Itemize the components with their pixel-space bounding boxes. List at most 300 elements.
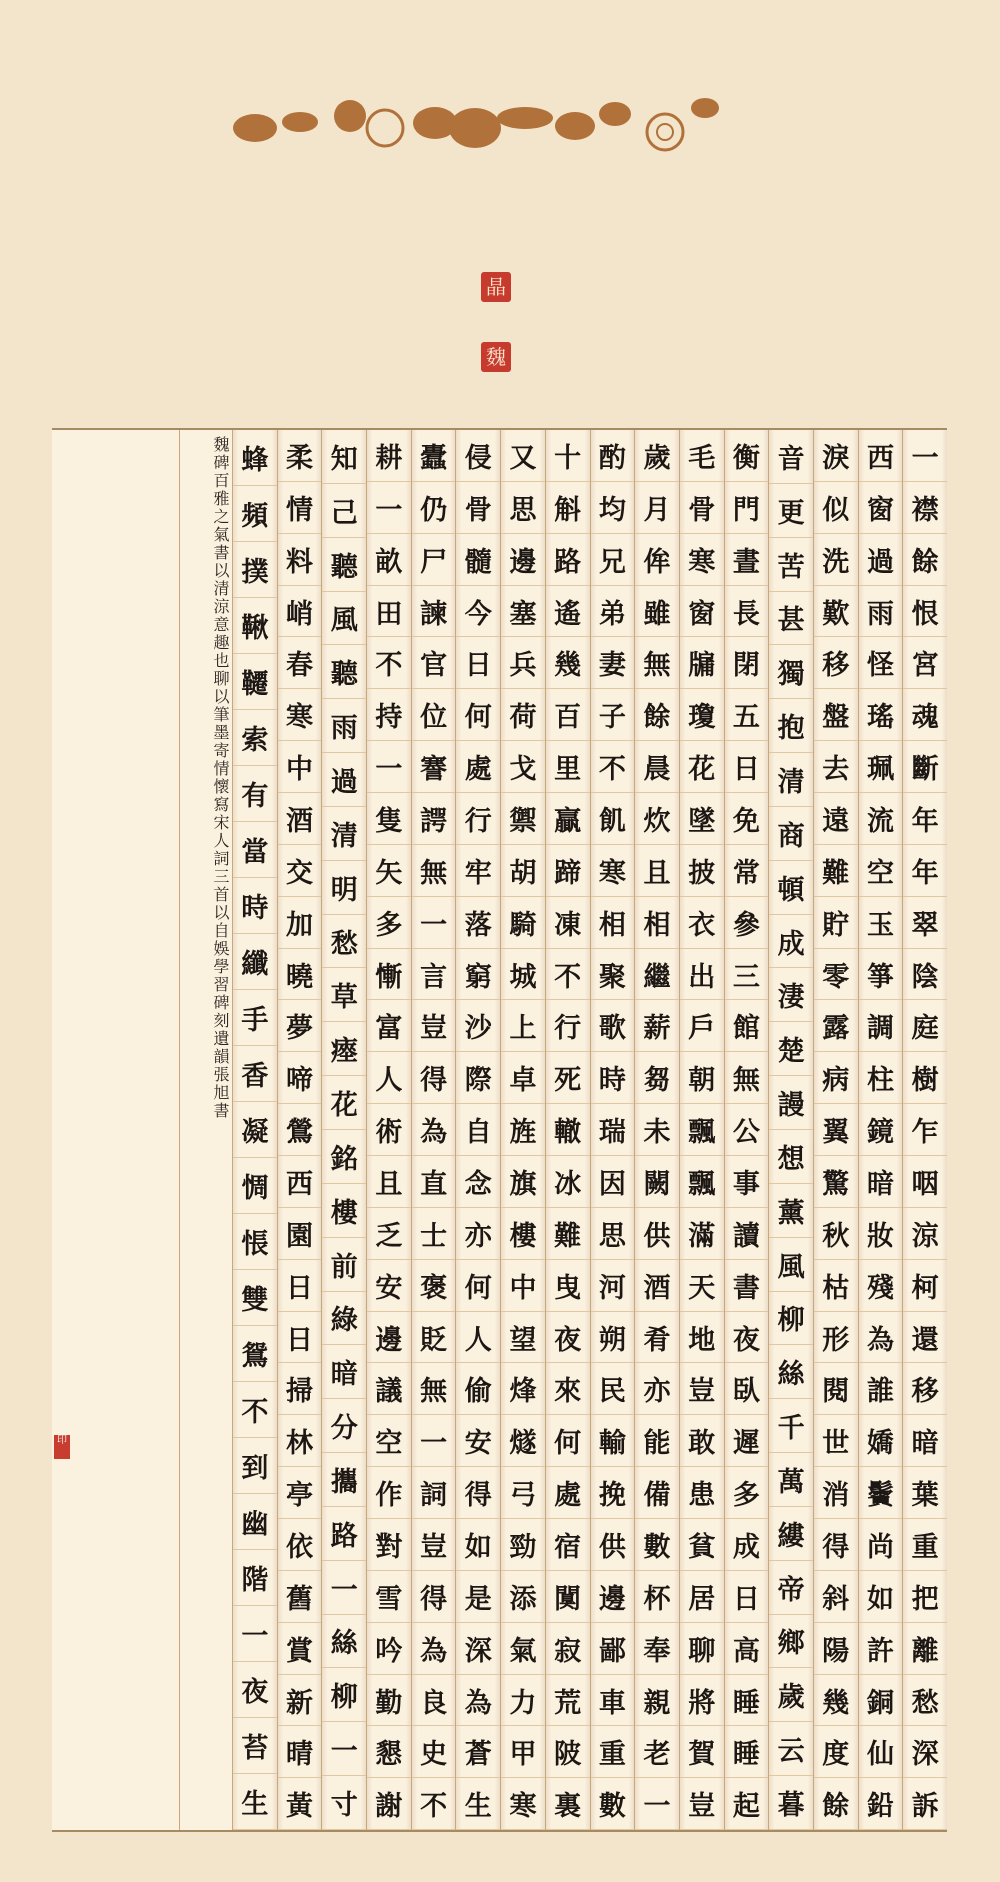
character-cell: 寒 (680, 534, 724, 586)
character-cell: 畝 (367, 534, 411, 586)
character-cell: 日 (725, 1571, 769, 1623)
character-cell: 良 (412, 1675, 456, 1727)
character-cell: 謇 (412, 741, 456, 793)
ornamental-relief-banner (225, 88, 735, 178)
character-cell: 尸 (412, 534, 456, 586)
character-cell: 苦 (769, 538, 813, 592)
character-cell: 不 (367, 637, 411, 689)
character-cell: 草 (322, 968, 366, 1022)
character-cell: 胡 (501, 845, 545, 897)
character-cell: 加 (278, 897, 322, 949)
character-cell: 邊 (591, 1571, 635, 1623)
character-cell: 患 (680, 1467, 724, 1519)
character-cell: 雪 (367, 1571, 411, 1623)
character-cell: 知 (322, 430, 366, 484)
character-cell: 黃 (278, 1778, 322, 1830)
character-cell: 行 (546, 1000, 590, 1052)
character-cell: 亦 (456, 1208, 500, 1260)
character-cell: 荒 (546, 1675, 590, 1727)
character-cell: 雨 (859, 586, 903, 638)
character-cell: 枯 (814, 1260, 858, 1312)
character-cell: 聽 (322, 538, 366, 592)
character-cell: 翠 (903, 897, 947, 949)
character-cell: 戶 (680, 1000, 724, 1052)
character-cell: 肴 (635, 1312, 679, 1364)
artist-inscription: 魏碑百雅之氣書以清涼意趣也聊以筆墨寄情懷寫宋人詞三首以自娛學習碑刻遺韻張旭書 (179, 430, 232, 1830)
character-cell: 日 (278, 1312, 322, 1364)
character-cell: 芻 (635, 1052, 679, 1104)
character-cell: 贏 (546, 793, 590, 845)
character-cell: 難 (546, 1208, 590, 1260)
character-cell: 生 (456, 1778, 500, 1830)
character-cell: 衣 (680, 897, 724, 949)
character-cell: 生 (233, 1774, 277, 1830)
character-cell: 鞦 (233, 598, 277, 654)
character-cell: 當 (233, 822, 277, 878)
character-cell: 念 (456, 1156, 500, 1208)
character-cell: 絲 (769, 1345, 813, 1399)
character-cell: 天 (680, 1260, 724, 1312)
character-cell: 窮 (456, 949, 500, 1001)
character-cell: 朔 (591, 1312, 635, 1364)
poem-column (634, 430, 679, 1830)
character-cell: 移 (814, 637, 858, 689)
character-cell: 處 (456, 741, 500, 793)
character-cell: 卓 (501, 1052, 545, 1104)
character-cell: 過 (322, 753, 366, 807)
character-cell: 千 (769, 1399, 813, 1453)
character-cell: 暗 (859, 1156, 903, 1208)
character-cell: 得 (814, 1519, 858, 1571)
poem-column (858, 430, 903, 1830)
character-cell: 燧 (501, 1415, 545, 1467)
character-cell: 重 (903, 1519, 947, 1571)
character-cell: 長 (725, 586, 769, 638)
character-cell: 斛 (546, 482, 590, 534)
character-cell: 將 (680, 1675, 724, 1727)
character-cell: 鏡 (859, 1104, 903, 1156)
character-cell: 沙 (456, 1000, 500, 1052)
character-cell: 分 (322, 1399, 366, 1453)
character-cell: 夜 (233, 1662, 277, 1718)
character-cell: 寒 (501, 1778, 545, 1830)
character-cell: 情 (278, 482, 322, 534)
character-cell: 偷 (456, 1363, 500, 1415)
character-cell: 蹄 (546, 845, 590, 897)
character-cell: 一 (412, 897, 456, 949)
character-cell: 銘 (322, 1130, 366, 1184)
character-cell: 餘 (903, 534, 947, 586)
character-cell: 難 (814, 845, 858, 897)
character-cell: 因 (591, 1156, 635, 1208)
character-cell: 寒 (591, 845, 635, 897)
character-cell: 公 (725, 1104, 769, 1156)
character-cell: 中 (278, 741, 322, 793)
character-cell: 夜 (725, 1312, 769, 1364)
character-cell: 交 (278, 845, 322, 897)
character-cell: 消 (814, 1467, 858, 1519)
character-cell: 翼 (814, 1104, 858, 1156)
character-cell: 轍 (546, 1104, 590, 1156)
character-cell: 備 (635, 1467, 679, 1519)
character-cell: 地 (680, 1312, 724, 1364)
character-cell: 離 (903, 1623, 947, 1675)
character-cell: 居 (680, 1571, 724, 1623)
character-cell: 門 (725, 482, 769, 534)
character-cell: 嬌 (859, 1415, 903, 1467)
character-cell: 歲 (769, 1668, 813, 1722)
character-cell: 鴛 (233, 1326, 277, 1382)
character-cell: 寂 (546, 1623, 590, 1675)
character-cell: 洗 (814, 534, 858, 586)
character-cell: 成 (725, 1519, 769, 1571)
character-cell: 賞 (278, 1623, 322, 1675)
character-cell: 聚 (591, 949, 635, 1001)
character-cell: 民 (591, 1363, 635, 1415)
character-cell: 秋 (814, 1208, 858, 1260)
character-cell: 夢 (278, 1000, 322, 1052)
character-cell: 毛 (680, 430, 724, 482)
character-cell: 宮 (903, 637, 947, 689)
character-cell: 仙 (859, 1726, 903, 1778)
character-cell: 西 (859, 430, 903, 482)
character-cell: 園 (278, 1208, 322, 1260)
character-cell: 諤 (412, 793, 456, 845)
poem-column (768, 430, 813, 1830)
character-cell: 一 (233, 1606, 277, 1662)
character-cell: 閉 (725, 637, 769, 689)
character-cell: 飄 (680, 1104, 724, 1156)
character-cell: 酌 (591, 430, 635, 482)
character-cell: 中 (501, 1260, 545, 1312)
character-cell: 老 (635, 1726, 679, 1778)
character-cell: 萬 (769, 1453, 813, 1507)
character-cell: 為 (859, 1312, 903, 1364)
character-cell: 深 (456, 1623, 500, 1675)
character-cell: 行 (456, 793, 500, 845)
character-cell: 一 (322, 1561, 366, 1615)
character-cell: 尚 (859, 1519, 903, 1571)
character-cell: 弓 (501, 1467, 545, 1519)
character-cell: 三 (725, 949, 769, 1001)
character-cell: 雖 (635, 586, 679, 638)
character-cell: 悵 (233, 1214, 277, 1270)
character-cell: 邊 (367, 1312, 411, 1364)
character-cell: 蒼 (456, 1726, 500, 1778)
character-cell: 日 (725, 741, 769, 793)
character-cell: 懇 (367, 1726, 411, 1778)
character-cell: 睡 (725, 1675, 769, 1727)
character-cell: 日 (278, 1260, 322, 1312)
character-cell: 諫 (412, 586, 456, 638)
character-cell: 如 (859, 1571, 903, 1623)
character-cell: 得 (456, 1467, 500, 1519)
character-cell: 一 (635, 1778, 679, 1830)
poem-column (455, 430, 500, 1830)
character-cell: 持 (367, 689, 411, 741)
character-cell: 一 (322, 1722, 366, 1776)
character-cell: 舊 (278, 1571, 322, 1623)
character-cell: 新 (278, 1675, 322, 1727)
character-cell: 勁 (501, 1519, 545, 1571)
character-cell: 病 (814, 1052, 858, 1104)
character-cell: 事 (725, 1156, 769, 1208)
character-cell: 炊 (635, 793, 679, 845)
character-cell: 凝 (233, 1102, 277, 1158)
character-cell: 盤 (814, 689, 858, 741)
character-cell: 流 (859, 793, 903, 845)
character-cell: 有 (233, 766, 277, 822)
character-cell: 河 (591, 1260, 635, 1312)
character-cell: 官 (412, 637, 456, 689)
character-cell: 常 (725, 845, 769, 897)
character-cell: 月 (635, 482, 679, 534)
poem-column (366, 430, 411, 1830)
character-cell: 鄉 (769, 1615, 813, 1669)
poem-column (277, 430, 322, 1830)
character-cell: 路 (322, 1507, 366, 1561)
character-cell: 人 (367, 1052, 411, 1104)
character-cell: 來 (546, 1363, 590, 1415)
character-cell: 撲 (233, 542, 277, 598)
character-cell: 挽 (591, 1467, 635, 1519)
character-cell: 館 (725, 1000, 769, 1052)
character-cell: 索 (233, 710, 277, 766)
calligraphy-panel (52, 428, 947, 1832)
character-cell: 仍 (412, 482, 456, 534)
character-cell: 日 (456, 637, 500, 689)
character-cell: 言 (412, 949, 456, 1001)
character-cell: 箏 (859, 949, 903, 1001)
character-cell: 薰 (769, 1184, 813, 1238)
character-cell: 樓 (322, 1184, 366, 1238)
character-cell: 人 (456, 1312, 500, 1364)
character-cell: 未 (635, 1104, 679, 1156)
character-cell: 作 (367, 1467, 411, 1519)
character-cell: 貯 (814, 897, 858, 949)
character-cell: 禦 (501, 793, 545, 845)
character-cell: 獨 (769, 645, 813, 699)
character-cell: 楚 (769, 1022, 813, 1076)
character-cell: 蠹 (412, 430, 456, 482)
character-cell: 幽 (233, 1494, 277, 1550)
character-cell: 繼 (635, 949, 679, 1001)
character-cell: 牖 (680, 637, 724, 689)
character-cell: 戈 (501, 741, 545, 793)
character-cell: 能 (635, 1415, 679, 1467)
character-cell: 愁 (322, 915, 366, 969)
character-cell: 數 (635, 1519, 679, 1571)
character-cell: 抱 (769, 699, 813, 753)
character-cell: 淒 (769, 968, 813, 1022)
character-cell: 瑤 (859, 689, 903, 741)
character-cell: 峭 (278, 586, 322, 638)
character-cell: 車 (591, 1675, 635, 1727)
character-cell: 士 (412, 1208, 456, 1260)
character-cell: 得 (412, 1571, 456, 1623)
character-cell: 幾 (814, 1675, 858, 1727)
character-cell: 聽 (322, 645, 366, 699)
character-cell: 風 (322, 592, 366, 646)
character-cell: 涼 (903, 1208, 947, 1260)
character-cell: 窗 (859, 482, 903, 534)
character-cell: 鬢 (859, 1467, 903, 1519)
character-cell: 何 (456, 1260, 500, 1312)
character-cell: 誰 (859, 1363, 903, 1415)
character-cell: 一 (903, 430, 947, 482)
character-cell: 淚 (814, 430, 858, 482)
character-cell: 高 (725, 1623, 769, 1675)
character-cell: 飄 (680, 1156, 724, 1208)
character-cell: 奉 (635, 1623, 679, 1675)
character-cell: 免 (725, 793, 769, 845)
character-cell: 階 (233, 1550, 277, 1606)
character-cell: 陽 (814, 1623, 858, 1675)
character-cell: 過 (859, 534, 903, 586)
character-cell: 親 (635, 1675, 679, 1727)
character-cell: 苔 (233, 1718, 277, 1774)
character-cell: 且 (367, 1156, 411, 1208)
character-cell: 形 (814, 1312, 858, 1364)
character-cell: 自 (456, 1104, 500, 1156)
character-cell: 手 (233, 990, 277, 1046)
character-cell: 滿 (680, 1208, 724, 1260)
character-cell: 柱 (859, 1052, 903, 1104)
character-cell: 亦 (635, 1363, 679, 1415)
character-cell: 絲 (322, 1615, 366, 1669)
character-cell: 豈 (680, 1778, 724, 1830)
character-cell: 旌 (501, 1104, 545, 1156)
character-cell: 歌 (591, 1000, 635, 1052)
character-cell: 縷 (769, 1507, 813, 1561)
character-cell: 矢 (367, 845, 411, 897)
character-cell: 思 (591, 1208, 635, 1260)
character-cell: 香 (233, 1046, 277, 1102)
character-cell: 成 (769, 915, 813, 969)
character-cell: 樓 (501, 1208, 545, 1260)
character-cell: 如 (456, 1519, 500, 1571)
character-cell: 窗 (680, 586, 724, 638)
character-cell: 啼 (278, 1052, 322, 1104)
character-cell: 西 (278, 1156, 322, 1208)
character-cell: 葉 (903, 1467, 947, 1519)
character-cell: 朝 (680, 1052, 724, 1104)
character-cell: 旗 (501, 1156, 545, 1208)
character-cell: 死 (546, 1052, 590, 1104)
character-cell: 掃 (278, 1363, 322, 1415)
character-cell: 望 (501, 1312, 545, 1364)
character-cell: 對 (367, 1519, 411, 1571)
character-cell: 為 (412, 1104, 456, 1156)
character-cell: 五 (725, 689, 769, 741)
poem-column (590, 430, 635, 1830)
character-cell: 酒 (278, 793, 322, 845)
character-cell: 供 (635, 1208, 679, 1260)
character-cell: 花 (322, 1076, 366, 1130)
character-cell: 不 (546, 949, 590, 1001)
character-cell: 杯 (635, 1571, 679, 1623)
character-cell: 庭 (903, 1000, 947, 1052)
character-cell: 陂 (546, 1726, 590, 1778)
character-cell: 寒 (278, 689, 322, 741)
character-cell: 力 (501, 1675, 545, 1727)
character-cell: 韆 (233, 654, 277, 710)
character-cell: 聊 (680, 1623, 724, 1675)
character-cell: 還 (903, 1312, 947, 1364)
character-cell: 魂 (903, 689, 947, 741)
character-cell: 攜 (322, 1453, 366, 1507)
character-cell: 甚 (769, 592, 813, 646)
character-cell: 雨 (322, 699, 366, 753)
character-cell: 帝 (769, 1561, 813, 1615)
character-cell: 空 (859, 845, 903, 897)
character-cell: 暗 (903, 1415, 947, 1467)
character-cell: 是 (456, 1571, 500, 1623)
character-cell: 似 (814, 482, 858, 534)
character-cell: 料 (278, 534, 322, 586)
character-cell: 相 (635, 897, 679, 949)
character-cell: 陰 (903, 949, 947, 1001)
character-cell: 闃 (546, 1571, 590, 1623)
character-cell: 多 (367, 897, 411, 949)
character-cell: 音 (769, 430, 813, 484)
character-cell: 晨 (635, 741, 679, 793)
character-cell: 薪 (635, 1000, 679, 1052)
character-cell: 不 (591, 741, 635, 793)
character-cell: 衡 (725, 430, 769, 482)
character-cell: 均 (591, 482, 635, 534)
character-cell: 隻 (367, 793, 411, 845)
character-cell: 書 (725, 1260, 769, 1312)
character-cell: 甲 (501, 1726, 545, 1778)
character-cell: 出 (680, 949, 724, 1001)
character-cell: 勤 (367, 1675, 411, 1727)
character-cell: 訴 (903, 1778, 947, 1830)
character-cell: 移 (903, 1363, 947, 1415)
poem-column (679, 430, 724, 1830)
character-cell: 乏 (367, 1208, 411, 1260)
character-cell: 不 (233, 1382, 277, 1438)
character-cell: 更 (769, 484, 813, 538)
character-cell: 何 (546, 1415, 590, 1467)
character-cell: 花 (680, 741, 724, 793)
character-cell: 骨 (680, 482, 724, 534)
character-cell: 術 (367, 1104, 411, 1156)
character-cell: 鶯 (278, 1104, 322, 1156)
character-cell: 暗 (322, 1345, 366, 1399)
character-cell: 調 (859, 1000, 903, 1052)
character-cell: 落 (456, 897, 500, 949)
character-cell: 思 (501, 482, 545, 534)
character-cell: 闕 (635, 1156, 679, 1208)
character-cell: 城 (501, 949, 545, 1001)
character-cell: 墜 (680, 793, 724, 845)
character-cell: 歲 (635, 430, 679, 482)
character-cell: 塞 (501, 586, 545, 638)
character-cell: 遲 (725, 1415, 769, 1467)
character-cell: 位 (412, 689, 456, 741)
character-cell: 凍 (546, 897, 590, 949)
character-cell: 年 (903, 793, 947, 845)
poem-column (902, 430, 947, 1830)
character-cell: 亭 (278, 1467, 322, 1519)
character-cell: 邊 (501, 534, 545, 586)
character-cell: 一 (412, 1415, 456, 1467)
character-cell: 依 (278, 1519, 322, 1571)
character-cell: 柳 (322, 1668, 366, 1722)
character-cell: 弟 (591, 586, 635, 638)
character-cell: 吟 (367, 1623, 411, 1675)
